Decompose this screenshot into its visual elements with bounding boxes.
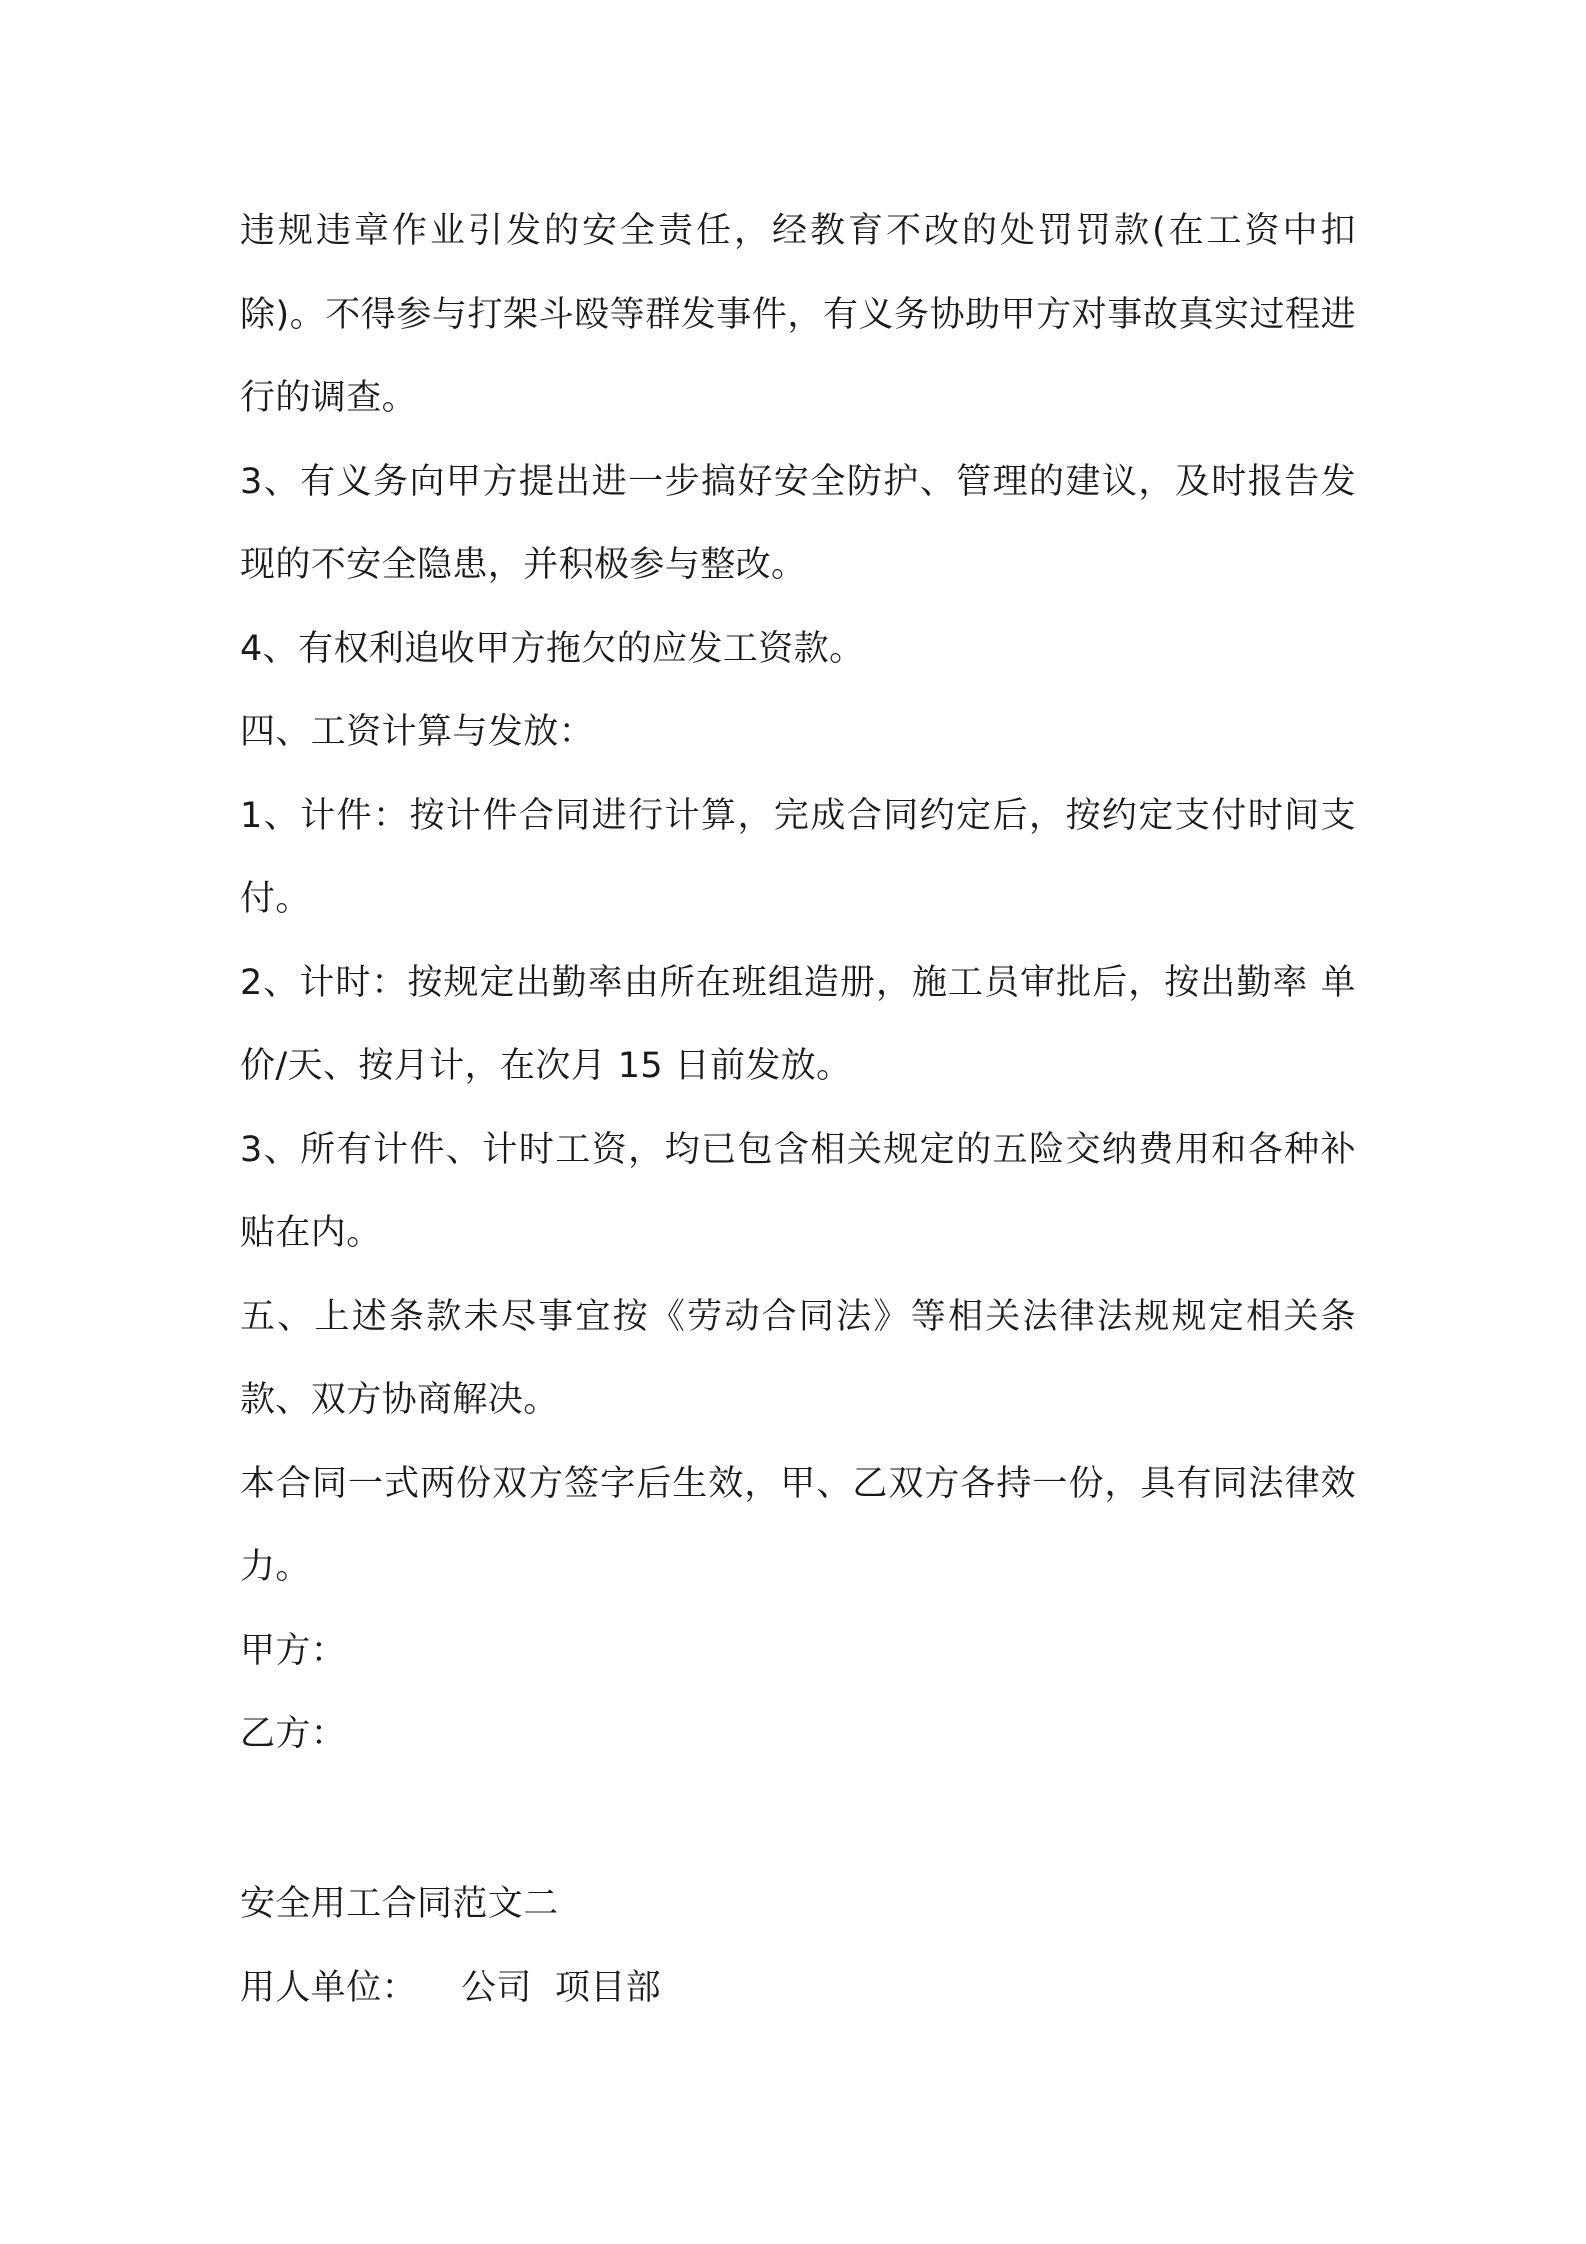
paragraph-effectiveness: 本合同一式两份双方签字后生效，甲、乙双方各持一份，具有同法律效力。 — [240, 1463, 1356, 1587]
employer-value: 公司 项目部 — [461, 1968, 662, 2008]
section-heading-other-matters: 五、上述条款未尽事宜按《劳动合同法》等相关法律法规规定相关条款、双方协商解决。 — [240, 1296, 1356, 1420]
contract-body — [240, 190, 1356, 1777]
paragraph-clause-4-wages: 4、有权利追收甲方拖欠的应发工资款。 — [240, 628, 865, 669]
paragraph-hourly: 2、计时：按规定出勤率由所在班组造册，施工员审批后，按出勤率 单价/天、按月计，在次月 15 日前发放。 — [240, 962, 1356, 1086]
contract-template-two — [240, 1862, 1356, 2030]
paragraph-piecework: 1、计件：按计件合同进行计算，完成合同约定后，按约定支付时间支付。 — [240, 795, 1356, 919]
employer-line — [240, 1946, 1356, 2030]
section-heading-wage-calculation: 四、工资计算与发放： — [240, 712, 595, 752]
section-title: 安全用工合同范文二 — [240, 1884, 559, 1924]
paragraph-responsibility: 违规违章作业引发的安全责任，经教育不改的处罚罚款(在工资中扣除)。不得参与打架斗殴等群发事件，有义务协助甲方对事故真实过程进行的调查。 — [240, 211, 1356, 418]
paragraph-clause-3-suggestions: 3、有义务向甲方提出进一步搞好安全防护、管理的建议，及时报告发现的不安全隐患，并积极参与整改。 — [240, 461, 1356, 585]
employer-label: 用人单位： — [240, 1968, 418, 2008]
party-b-label: 乙方： — [240, 1714, 347, 1754]
party-a-label: 甲方： — [240, 1630, 347, 1671]
paragraph-insurance: 3、所有计件、计时工资，均已包含相关规定的五险交纳费用和各种补贴在内。 — [240, 1129, 1356, 1253]
